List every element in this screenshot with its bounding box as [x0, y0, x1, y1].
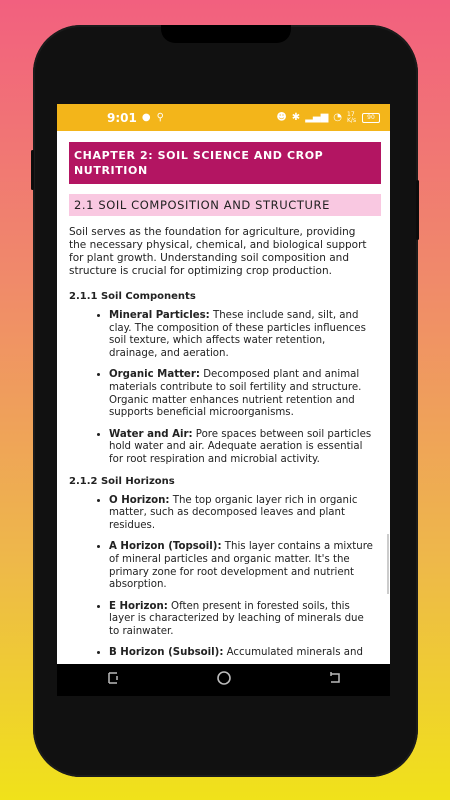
recents-icon: [106, 671, 120, 685]
signal-icon: ▂▄▆: [305, 112, 329, 123]
home-button[interactable]: [204, 670, 244, 690]
item-text: Accumulated minerals and: [223, 647, 363, 659]
list-item: [109, 647, 381, 660]
list-item: [109, 369, 381, 419]
list-item: [109, 495, 381, 533]
section-title: 2.1 SOIL COMPOSITION AND STRUCTURE: [69, 194, 381, 216]
back-icon: [328, 671, 342, 685]
battery-icon: 90: [362, 113, 380, 123]
phone-notch: [161, 25, 291, 43]
screen: [57, 104, 390, 664]
item-text: Decomposed plant and animal materials contribute to soil fertility and structure. Organic matter enhances nutrient retention and supports beneficial microorganisms.: [109, 369, 362, 419]
recents-button[interactable]: [93, 671, 133, 689]
side-button-left: [31, 150, 34, 190]
alarm-icon: ☻: [276, 112, 287, 123]
item-term: A Horizon (Topsoil):: [109, 541, 222, 553]
status-time: 9:01: [107, 110, 137, 125]
scrollbar-thumb[interactable]: [387, 534, 389, 594]
person-icon: ⚲: [156, 112, 164, 123]
item-term: Water and Air:: [109, 428, 193, 440]
components-heading: 2.1.1 Soil Components: [69, 291, 196, 302]
item-term: B Horizon (Subsoil):: [109, 647, 224, 659]
item-term: E Horizon:: [109, 600, 168, 612]
item-text: The top organic layer rich in organic matter, such as decomposed leaves and plant residues.: [109, 494, 358, 531]
home-icon: [216, 670, 232, 686]
item-term: Mineral Particles:: [109, 310, 210, 321]
components-list: [69, 310, 381, 467]
list-item: [109, 310, 381, 360]
item-text: This layer contains a mixture of mineral particles and organic matter. It's the primary zone for root development and nutrient absorption.: [109, 541, 373, 591]
back-button[interactable]: [315, 671, 355, 689]
item-text: Often present in forested soils, this layer is characterized by leaching of minerals due to rainwater.: [109, 600, 364, 637]
horizons-heading: 2.1.2 Soil Horizons: [69, 475, 175, 487]
wifi-icon: ◔: [333, 112, 342, 123]
status-right-icons: [276, 112, 380, 124]
navigation-bar: [57, 664, 390, 696]
network-speed: 17 K/s: [347, 110, 357, 124]
item-text: These include sand, silt, and clay. The composition of these particles influences soil texture, which affects water retention, drainage, and aeration.: [109, 310, 366, 359]
intro-paragraph: Soil serves as the foundation for agriculture, providing the necessary physical, chemical, and biological support for plant growth. Understanding soil composition and structure is crucial for optimizing crop production.: [69, 226, 367, 277]
messenger-icon: ●: [141, 112, 151, 123]
list-item: [109, 541, 381, 591]
list-item: [109, 601, 381, 639]
list-item: [109, 429, 381, 467]
reader-content[interactable]: [57, 131, 390, 660]
bluetooth-icon: ✱: [291, 112, 301, 123]
chapter-title: CHAPTER 2: SOIL SCIENCE AND CROP NUTRITION: [69, 142, 381, 184]
item-text: Pore spaces between soil particles hold water and air. Adequate aeration is essential for root respiration and microbial activity.: [109, 428, 372, 465]
item-term: Organic Matter:: [109, 369, 200, 381]
horizons-list: [69, 495, 381, 661]
item-term: O Horizon:: [109, 494, 170, 506]
side-button-right: [416, 180, 419, 240]
status-bar: [57, 104, 390, 131]
